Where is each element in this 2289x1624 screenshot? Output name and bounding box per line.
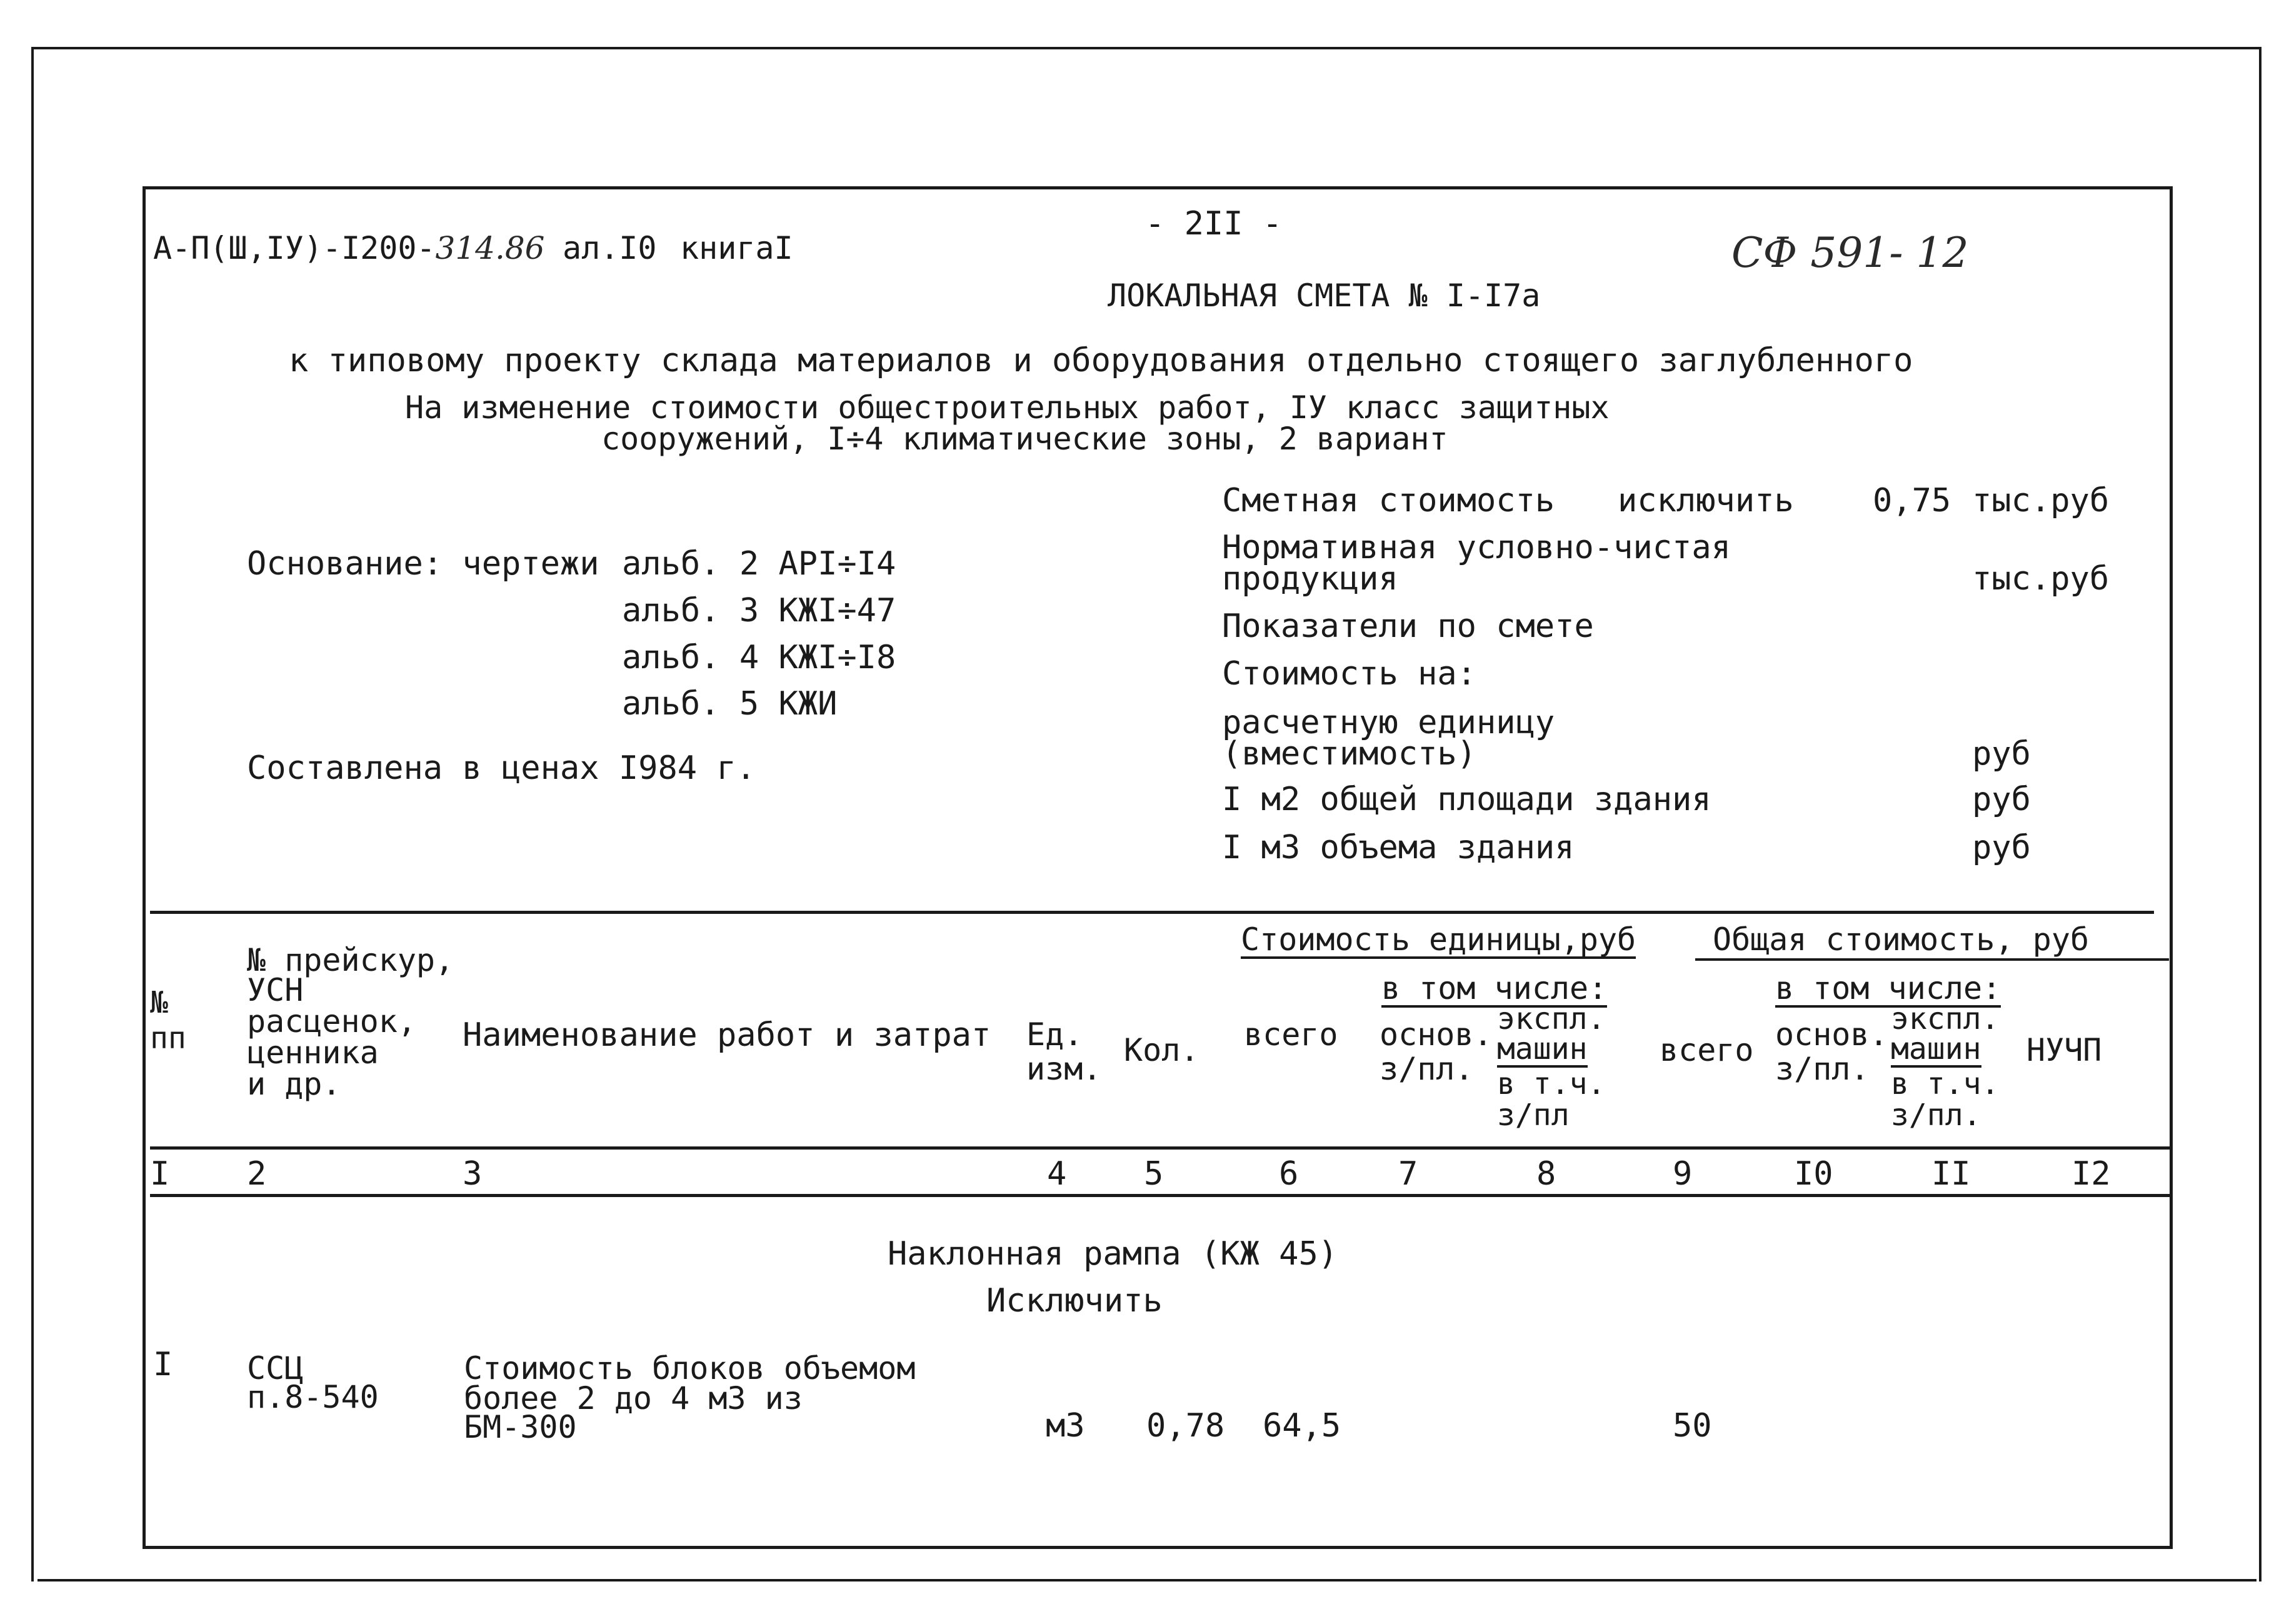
normative-label-1: Нормативная условно-чистая xyxy=(1222,529,1731,566)
project-subtitle: к типовому проекту склада материалов и оборудования отдельно стоящего заглубленного xyxy=(289,342,1913,379)
header-number-2: пп xyxy=(150,1021,186,1056)
estimated-cost-value: 0,75 xyxy=(1873,482,1951,519)
inner-frame-right xyxy=(2170,186,2173,1549)
header-total-machine-2: машин xyxy=(1891,1031,1981,1066)
row-quantity: 0,78 xyxy=(1146,1407,1225,1445)
header-total-machine-1: экспл. xyxy=(1891,1001,2000,1036)
header-pricelist-5: и др. xyxy=(247,1066,341,1102)
album-number: ал.I0 xyxy=(563,230,657,266)
header-nuchp: НУЧП xyxy=(2026,1032,2102,1068)
column-number-11: II xyxy=(1931,1155,1971,1193)
calc-unit-label-2: (вместимость) xyxy=(1222,735,1476,773)
document-code-printed: А-П(Ш,IУ)-I200- xyxy=(153,230,436,266)
header-unit-machine-2: машин xyxy=(1497,1031,1588,1066)
section-title: Наклонная рампа (КЖ 45) xyxy=(888,1235,1338,1273)
estimated-cost-exclude: исключить xyxy=(1618,482,1794,519)
column-number-4: 4 xyxy=(1047,1155,1067,1193)
section-subtitle: Исключить xyxy=(986,1282,1163,1320)
header-unit-1: Ед. xyxy=(1026,1016,1083,1053)
structures-subtitle: сооружений, I÷4 климатические зоны, 2 вариант xyxy=(601,421,1448,457)
normative-unit: тыс.руб xyxy=(1972,560,2110,598)
header-pricelist-4: ценника xyxy=(247,1035,379,1071)
header-total-base-pay-2: з/пл. xyxy=(1775,1051,1870,1087)
header-unit-incl: в том числе: xyxy=(1381,970,1608,1006)
document-code xyxy=(153,230,545,266)
basis-drawings: чертежи xyxy=(462,545,599,583)
header-quantity: Кол. xyxy=(1124,1032,1200,1068)
header-total-machine-4: з/пл. xyxy=(1891,1098,1981,1133)
header-unit-base-pay-1: основ. xyxy=(1380,1016,1493,1053)
row-total: 50 xyxy=(1673,1407,1712,1445)
m2-label: I м2 общей площади здания xyxy=(1222,781,1711,818)
header-pricelist-3: расценок, xyxy=(247,1003,416,1040)
header-total-incl: в том числе: xyxy=(1775,970,2001,1006)
change-subtitle: На изменение стоимости общестроительных работ, IУ класс защитных xyxy=(405,389,1610,426)
inner-frame-bottom xyxy=(145,1546,2171,1549)
header-total: всего xyxy=(1660,1032,1754,1068)
column-number-3: 3 xyxy=(463,1155,483,1193)
inner-frame-top xyxy=(143,186,2173,189)
row-name-3: БМ-300 xyxy=(464,1409,577,1445)
basis-album-2: альб. 2 API÷I4 xyxy=(622,545,896,583)
group-header-rule xyxy=(1695,958,2169,961)
outer-frame-bottom xyxy=(38,1579,2256,1581)
row-number: I xyxy=(153,1346,173,1383)
column-number-6: 6 xyxy=(1279,1155,1299,1193)
outer-frame-left xyxy=(31,47,34,1581)
page-number: - 2II - xyxy=(1145,205,1283,243)
indicators-label: Показатели по смете xyxy=(1222,608,1594,645)
calc-unit-unit: руб xyxy=(1972,735,2031,773)
table-top-rule xyxy=(150,911,2154,914)
calc-unit-label-1: расчетную единицу xyxy=(1222,704,1555,741)
header-total-cost-group: Общая стоимость, руб xyxy=(1713,921,2090,958)
column-number-7: 7 xyxy=(1398,1155,1418,1193)
inner-frame-left xyxy=(143,186,146,1549)
column-number-10: I0 xyxy=(1794,1155,1833,1193)
basis-album-3: альб. 3 КЖI÷47 xyxy=(622,592,896,629)
row-name-1: Стоимость блоков объемом xyxy=(464,1350,916,1386)
header-unit-total: всего xyxy=(1244,1016,1338,1053)
column-number-12: I2 xyxy=(2071,1155,2111,1193)
row-unit: м3 xyxy=(1046,1407,1085,1445)
m2-unit: руб xyxy=(1972,781,2031,818)
header-number-1: № xyxy=(150,985,168,1020)
header-work-name: Наименование работ и затрат xyxy=(463,1016,991,1054)
column-number-2: 2 xyxy=(247,1155,267,1193)
basis-album-5: альб. 5 КЖИ xyxy=(622,685,838,723)
estimated-cost-label: Сметная стоимость xyxy=(1222,482,1555,519)
header-unit-machine-1: экспл. xyxy=(1497,1001,1606,1036)
column-numbers-rule xyxy=(150,1194,2170,1197)
row-unit-total: 64,5 xyxy=(1263,1407,1341,1445)
header-bottom-rule xyxy=(150,1146,2170,1150)
cost-for-label: Стоимость на: xyxy=(1222,655,1476,693)
m3-unit: руб xyxy=(1972,829,2031,866)
basis-label-text: Основание: xyxy=(247,545,443,583)
row-code-1: ССЦ xyxy=(247,1350,304,1386)
estimated-cost-unit: тыс.руб xyxy=(1972,482,2110,519)
header-unit-machine-4: з/пл xyxy=(1497,1098,1570,1133)
basis-album-4: альб. 4 КЖI÷I8 xyxy=(622,639,896,676)
column-number-8: 8 xyxy=(1536,1155,1556,1193)
header-pricelist-1: № прейскур, xyxy=(247,942,454,978)
column-number-9: 9 xyxy=(1673,1155,1693,1193)
header-unit-2: изм. xyxy=(1026,1051,1102,1087)
column-number-1: I xyxy=(150,1155,170,1193)
header-unit-machine-3: в т.ч. xyxy=(1497,1066,1606,1101)
outer-frame-right xyxy=(2259,47,2261,1581)
header-unit-base-pay-2: з/пл. xyxy=(1380,1051,1474,1087)
normative-label-2: продукция xyxy=(1222,560,1398,598)
header-pricelist-2: УСН xyxy=(247,972,304,1008)
outer-frame-top xyxy=(31,47,2261,49)
m3-label: I м3 объема здания xyxy=(1222,829,1575,866)
row-name-2: более 2 до 4 м3 из xyxy=(464,1380,803,1416)
estimate-title: ЛОКАЛЬНАЯ СМЕТА № I-I7а xyxy=(1108,278,1541,314)
column-number-5: 5 xyxy=(1144,1155,1164,1193)
row-code-2: п.8-540 xyxy=(247,1379,379,1415)
header-total-base-pay-1: основ. xyxy=(1775,1016,1888,1053)
header-unit-cost-group: Стоимость единицы,руб xyxy=(1241,921,1636,958)
book-number: книгаI xyxy=(680,230,793,266)
basis-label xyxy=(247,545,599,583)
prices-year: Составлена в ценах I984 г. xyxy=(247,749,756,787)
header-total-machine-3: в т.ч. xyxy=(1891,1066,2000,1101)
document-code-handwritten: 314.86 xyxy=(435,230,545,266)
stamp-code: СФ 591- 12 xyxy=(1731,229,1969,277)
